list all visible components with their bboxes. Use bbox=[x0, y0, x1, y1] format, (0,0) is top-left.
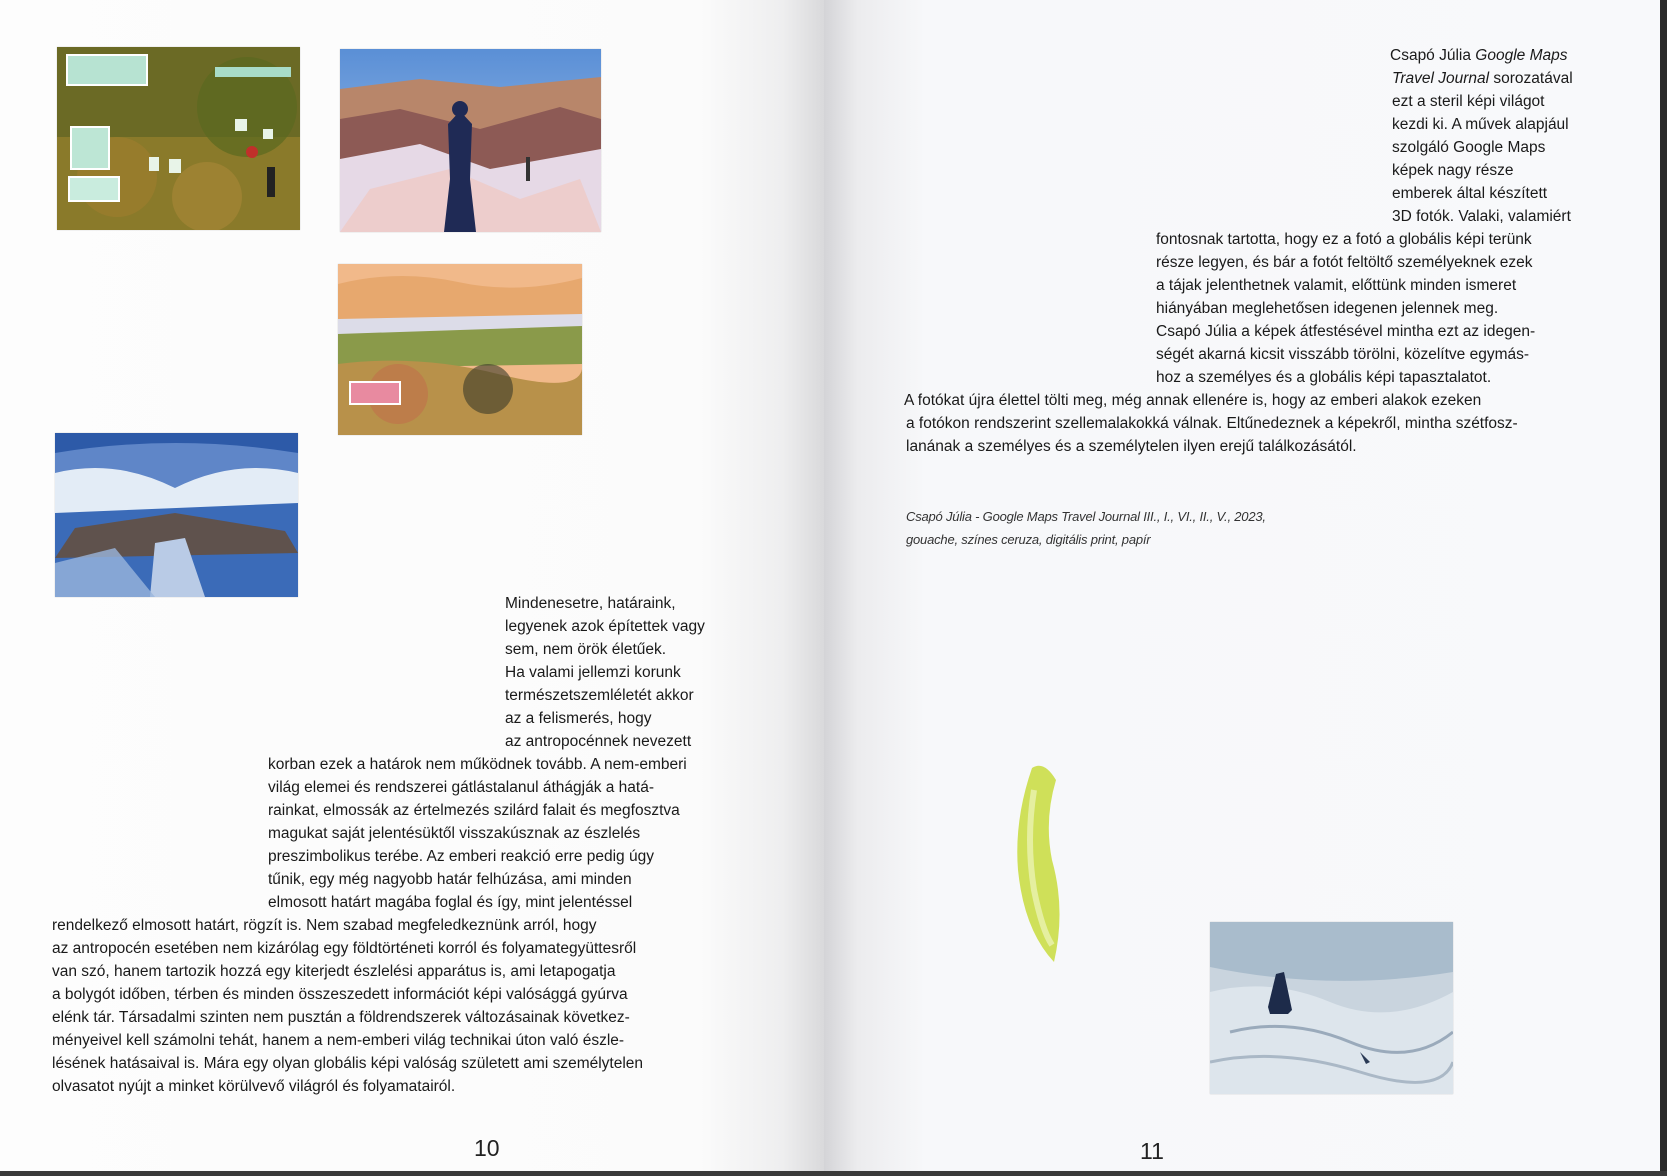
caption-line: gouache, színes ceruza, digitális print, papír bbox=[906, 532, 1151, 547]
text-line: elénk tár. Társadalmi szinten nem pusztán a földrendszerek változásainak következ- bbox=[52, 1009, 630, 1026]
text-line: része legyen, és bár a fotót feltöltő személyeknek ezek bbox=[1156, 254, 1533, 271]
text-line: emberek által készített bbox=[1392, 185, 1548, 202]
text-line: hiányában meglehetősen idegenen jelennek meg. bbox=[1156, 300, 1499, 317]
painting-snowy-valley bbox=[55, 433, 298, 597]
text-line: elmosott határt magába foglal és így, mint jelentéssel bbox=[268, 894, 633, 911]
text-line: lésének hatásaival is. Mára egy olyan globális képi valóság született ami személytelen bbox=[52, 1055, 644, 1072]
text-line: világ elemei és rendszerei gátlástalanul áthágják a hatá- bbox=[268, 779, 655, 796]
text-line: 3D fotók. Valaki, valamiért bbox=[1392, 208, 1571, 225]
artist-name: Csapó Júlia bbox=[1390, 47, 1476, 64]
text-line: az antropocénnek nevezett bbox=[505, 733, 692, 750]
text-line: hoz a személyes és a globális képi tapasztalatot. bbox=[1156, 369, 1492, 386]
highlighter-mark bbox=[1004, 760, 1074, 970]
text-line: sem, nem örök életűek. bbox=[505, 641, 667, 658]
text-line: ményeivel kell számolni tehát, hanem a nem-emberi világ technikai úton való észle- bbox=[52, 1032, 625, 1049]
text-line: A fotókat újra élettel tölti meg, még annak ellenére is, hogy az emberi alakok ezeken bbox=[904, 392, 1482, 409]
intro-line bbox=[1392, 67, 1573, 90]
page-number-right: 11 bbox=[1140, 1138, 1164, 1164]
text-line: legyenek azok építettek vagy bbox=[505, 618, 705, 635]
page-edge-bottom bbox=[0, 1171, 1667, 1176]
text-line: a bolygót időben, térben és minden összeszedett információt képi valósággá gyúrva bbox=[52, 986, 628, 1003]
text-line: Ha valami jellemzi korunk bbox=[505, 664, 681, 681]
text-line: az a felismerés, hogy bbox=[505, 710, 652, 727]
text-line: ezt a steril képi világot bbox=[1392, 93, 1545, 110]
text-line: korban ezek a határok nem működnek tovább. A nem-emberi bbox=[268, 756, 687, 773]
text-line: Mindenesetre, határaink, bbox=[505, 595, 676, 612]
text-line: képek nagy része bbox=[1392, 162, 1514, 179]
text-line: kezdi ki. A művek alapjául bbox=[1392, 116, 1569, 133]
series-title-part1: Google Maps bbox=[1475, 47, 1568, 64]
artwork-caption bbox=[906, 505, 1386, 551]
page-number-left: 10 bbox=[474, 1135, 500, 1161]
text-line: preszimbolikus terébe. Az emberi reakció erre pedig úgy bbox=[268, 848, 654, 865]
text-line: az antropocén esetében nem kizárólag egy földtörténeti korról és folyamategyüttesről bbox=[52, 940, 637, 957]
painting-map-overlay bbox=[57, 47, 300, 230]
text-line: ségét akarná kicsit visszább törölni, közelítve egymás- bbox=[1156, 346, 1530, 363]
text-line: szolgáló Google Maps bbox=[1392, 139, 1546, 156]
text-line: a fotókon rendszerint szellemalakokká válnak. Eltűnedeznek a képekről, mintha szétfosz- bbox=[906, 415, 1518, 432]
text-line: természetszemléletét akkor bbox=[505, 687, 694, 704]
painting-canyon-figure bbox=[340, 49, 601, 232]
painting-snow-figure bbox=[1210, 922, 1453, 1094]
caption-line: Csapó Júlia - Google Maps Travel Journal III., I., VI., II., V., 2023, bbox=[906, 509, 1266, 524]
text-line: magukat saját jelentésüktől visszakúsznak az észlelés bbox=[268, 825, 641, 842]
text-line: rendelkező elmosott határt, rögzít is. Nem szabad megfeledkeznünk arról, hogy bbox=[52, 917, 597, 934]
series-title-part2: Travel Journal bbox=[1392, 70, 1490, 87]
text-line: olvasatot nyújt a minket körülvevő világról és folyamatairól. bbox=[52, 1078, 456, 1095]
text-line: Csapó Júlia a képek átfestésével mintha ezt az idegen- bbox=[1156, 323, 1536, 340]
intro-line bbox=[1390, 44, 1568, 67]
text-line: van szó, hanem tartozik hozzá egy kiterjedt észlelési apparátus is, ami letapogatja bbox=[52, 963, 616, 980]
text-line: lanának a személyes és a személytelen ilyen erejű találkozásától. bbox=[906, 438, 1357, 455]
text-line: tűnik, egy még nagyobb határ felhúzása, ami minden bbox=[268, 871, 632, 888]
painting-desert-landscape bbox=[338, 264, 582, 435]
text-line: fontosnak tartotta, hogy ez a fotó a globális képi terünk bbox=[1156, 231, 1532, 248]
page-edge bbox=[1660, 0, 1667, 1176]
text-line: rainkat, elmossák az értelmezés szilárd falait és megfosztva bbox=[268, 802, 680, 819]
text-line: a tájak jelenthetnek valamit, előttünk minden ismeret bbox=[1156, 277, 1517, 294]
left-page bbox=[0, 0, 824, 1176]
intro-continuation: sorozatával bbox=[1489, 70, 1573, 87]
